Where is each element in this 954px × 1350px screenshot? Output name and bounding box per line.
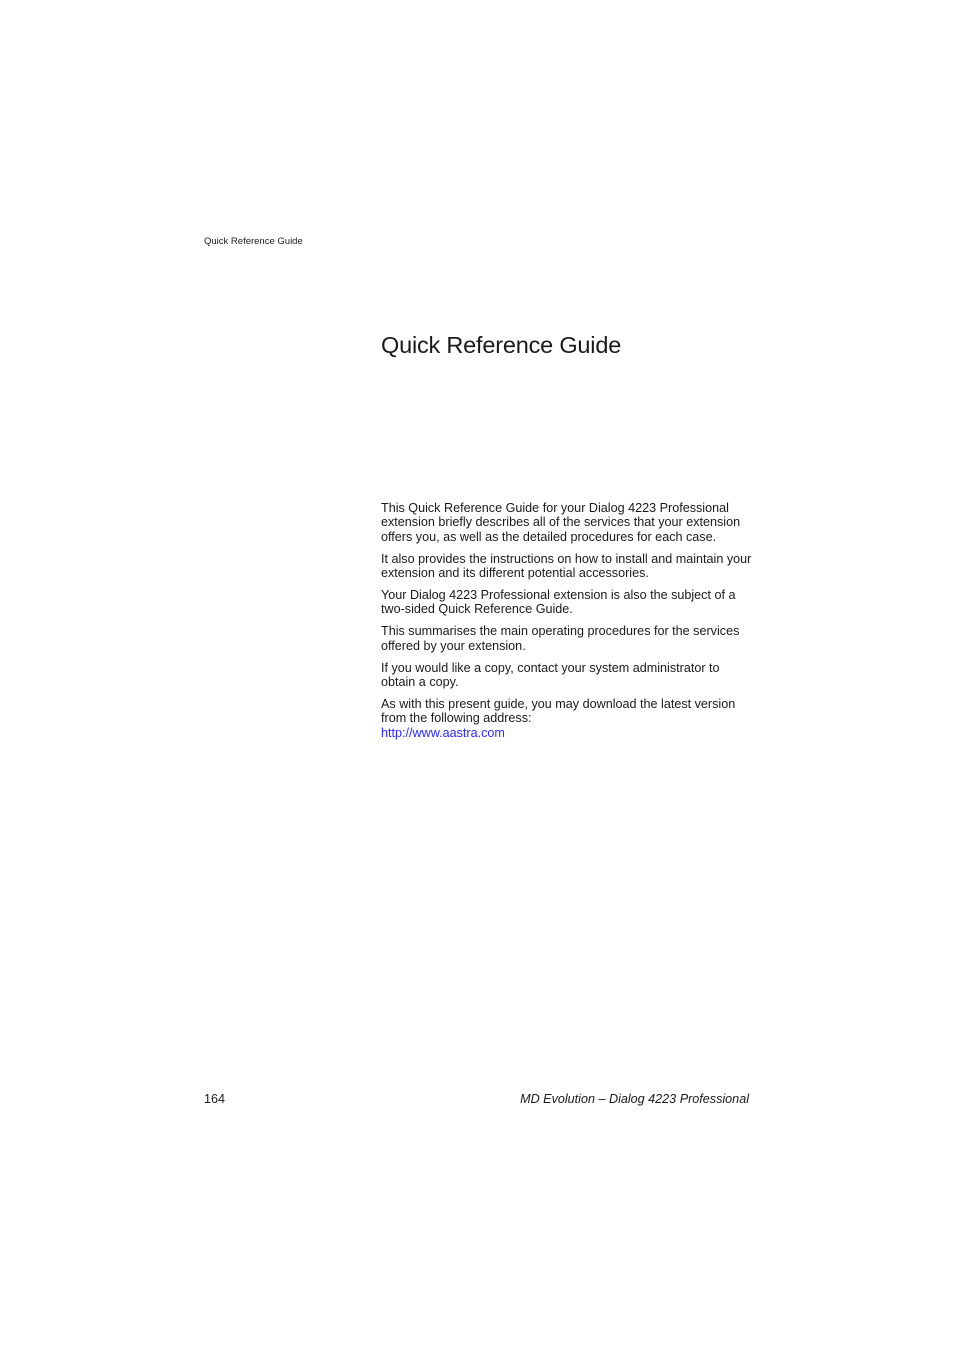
download-text: As with this present guide, you may download the latest version from the following address: [381, 696, 736, 726]
paragraph-copy: If you would like a copy, contact your system administrator to obtain a copy. [381, 660, 720, 690]
aastra-website-link[interactable]: http://www.aastra.com [381, 725, 505, 740]
paragraph-intro: This Quick Reference Guide for your Dialog 4223 Professional extension briefly describes all of the services that your extension offers you, as well as the detailed procedures for each case. [381, 501, 741, 544]
paragraph-install: It also provides the instructions on how to install and maintain your extension and its different potential accessories. [381, 551, 752, 581]
body-text [381, 501, 753, 748]
page-title: Quick Reference Guide [381, 332, 622, 358]
paragraph-download [381, 697, 753, 740]
paragraph-two-sided-guide: Your Dialog 4223 Professional extension is also the subject of a two-sided Quick Reference Guide. [381, 588, 736, 617]
footer-document-title: MD Evolution – Dialog 4223 Professional [520, 1092, 749, 1106]
paragraph-summary: This summarises the main operating procedures for the services offered by your extension. [381, 624, 740, 653]
page-number: 164 [204, 1092, 226, 1106]
running-header: Quick Reference Guide [204, 236, 303, 247]
